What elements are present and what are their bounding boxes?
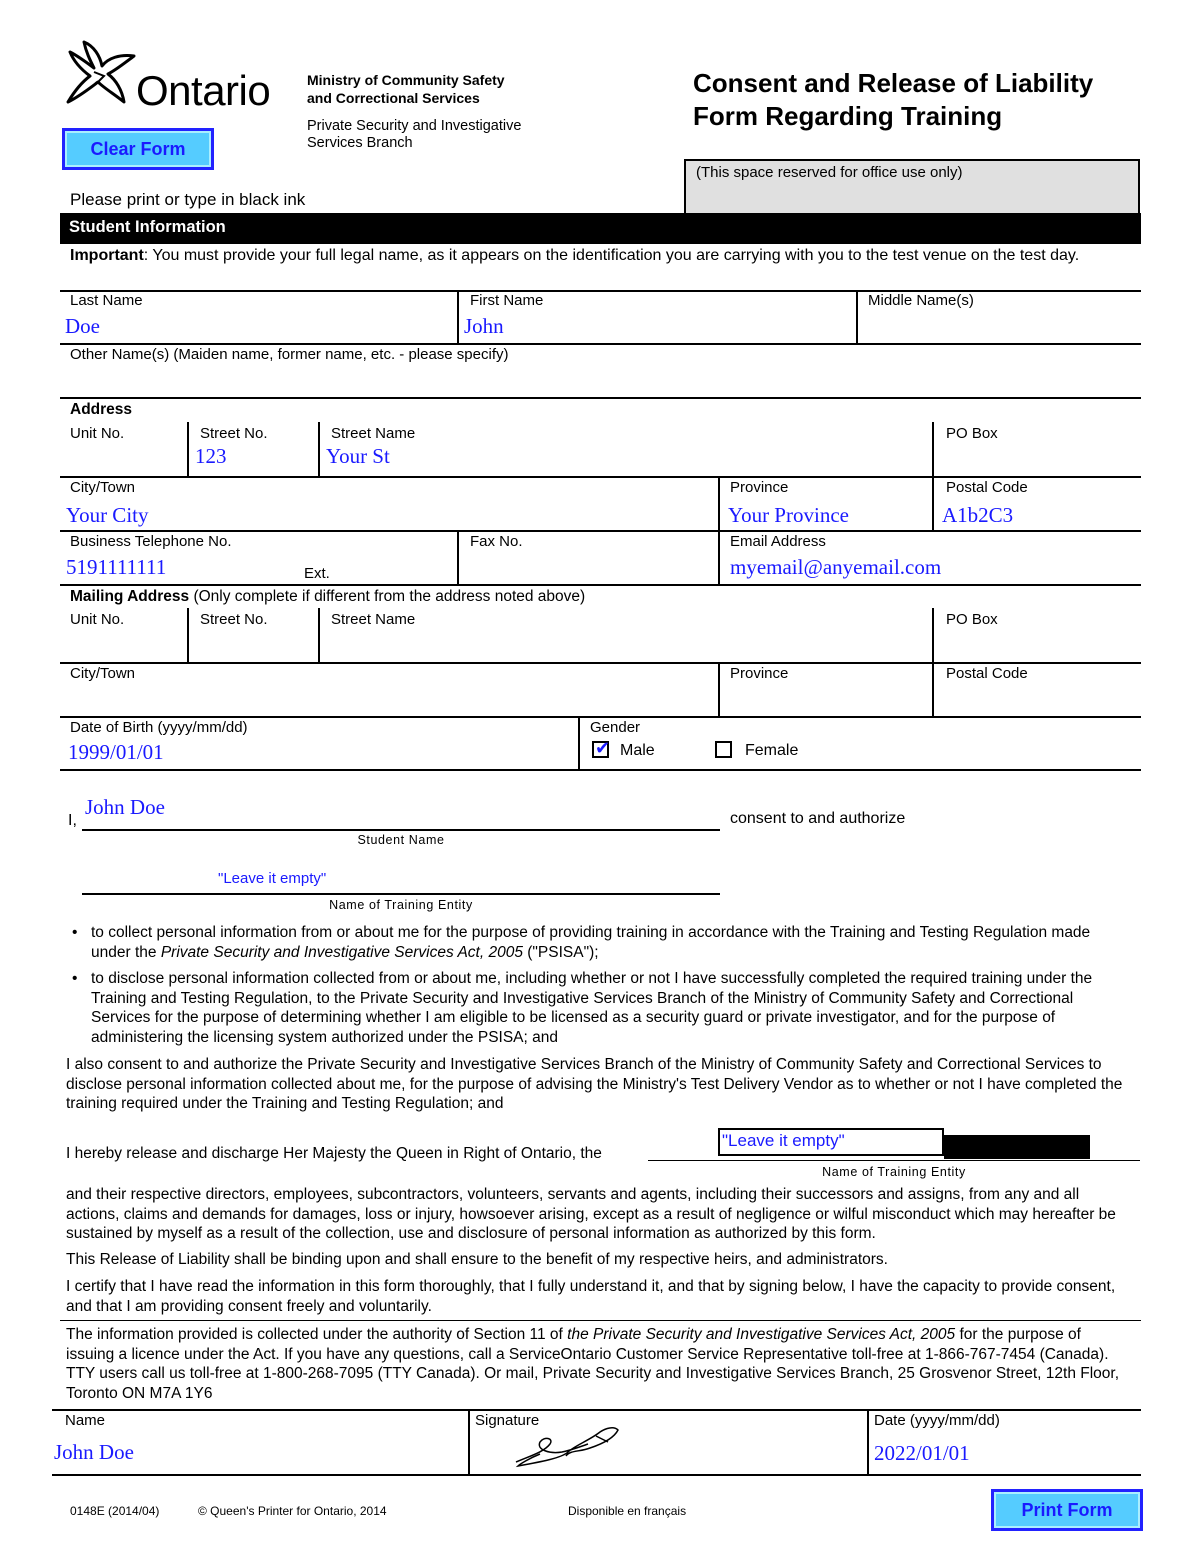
signature-label: Signature — [475, 1412, 540, 1429]
mailing-street-no-field[interactable] — [195, 632, 310, 658]
first-name-label: First Name — [470, 292, 544, 309]
mailing-street-name-label: Street Name — [331, 611, 416, 628]
release-entity-caption: Name of Training Entity — [822, 1165, 966, 1179]
sig-date-label: Date (yyyy/mm/dd) — [874, 1412, 1000, 1429]
mailing-unit-label: Unit No. — [70, 611, 125, 628]
mailing-street-no-label: Street No. — [200, 611, 268, 628]
office-use-box — [684, 159, 1140, 213]
consent-bullets — [66, 923, 1131, 1054]
collection-notice: The information provided is collected under the authority of Section 11 of the Private Security and Investigative Services Act, 2005 for the purpose of issuing a licence under the Act. If you have any questions, call a ServiceOntario Customer Service Representative toll-free at 1-866-767-7454 (Canada). TTY users call us toll-free at 1-800-268-7095 (TTY Canada). Or mail, Private Security and Investigative Services Branch, 25 Grosvenor Street, 12th Floor, Toronto ON M7A 1Y6 — [66, 1326, 1120, 1402]
mailing-city-label: City/Town — [70, 665, 136, 682]
postal-field[interactable]: A1b2C3 — [942, 503, 1014, 527]
address-title: Address — [70, 401, 133, 418]
bullet-disclose: • to disclose personal information collected from or about me, including whether or not I have successfully completed the required training under the Training and Testing Regulation, to the Private Security and Investigative Services Branch of the Ministry of Community Safety and Correctional Services for the purpose of determining whether I am eligible to be licensed as a security guard or private investigator, and for the purpose of administering the licensing system authorized under the PSISA; and — [66, 969, 1131, 1047]
signature-icon — [510, 1422, 630, 1472]
sig-name-label: Name — [65, 1412, 106, 1429]
city-field[interactable]: Your City — [66, 503, 149, 527]
form-number: 0148E (2014/04) — [70, 1504, 160, 1518]
release-entity-field[interactable]: "Leave it empty" — [718, 1128, 944, 1156]
i-label: I, — [68, 812, 77, 829]
other-names-field[interactable] — [70, 368, 1130, 394]
email-field[interactable]: myemail@anyemail.com — [730, 555, 942, 579]
form-title: Consent and Release of Liability Form Regarding Training — [693, 68, 1094, 131]
mailing-po-box-label: PO Box — [946, 611, 998, 628]
fax-label: Fax No. — [470, 533, 523, 550]
sig-date-field[interactable]: 2022/01/01 — [874, 1441, 970, 1465]
redacted-block — [944, 1135, 1090, 1159]
postal-label: Postal Code — [946, 479, 1028, 496]
student-name-caption: Student Name — [357, 833, 445, 847]
mailing-po-box-field[interactable] — [942, 632, 1132, 658]
ext-label: Ext. — [304, 565, 330, 582]
po-box-label: PO Box — [946, 425, 998, 442]
directors-paragraph: and their respective directors, employees, subcontractors, volunteers, servants and agents, including their successors and assigns, from any and all actions, claims and demands for damages, loss or injury, howsoever arising, except as a result of negligence or wilful misconduct which may hereafter be sustained by myself as a result of the collection, use and disclosure of personal information as authorized by this form. — [66, 1186, 1116, 1242]
branch-name: Private Security and Investigative Services Branch — [307, 118, 522, 151]
street-no-field[interactable]: 123 — [195, 444, 227, 468]
city-label: City/Town — [70, 479, 136, 496]
province-label: Province — [730, 479, 789, 496]
mailing-unit-field[interactable] — [66, 632, 181, 658]
office-use-label: (This space reserved for office use only) — [696, 164, 963, 181]
street-no-label: Street No. — [200, 425, 268, 442]
student-name-field[interactable]: John Doe — [85, 795, 165, 819]
phone-field[interactable]: 5191111111 — [66, 555, 167, 579]
checkmark-icon: ✔ — [595, 738, 611, 758]
middle-name-field[interactable] — [866, 314, 1136, 340]
french-availability: Disponible en français — [568, 1504, 687, 1518]
last-name-label: Last Name — [70, 292, 143, 309]
print-form-button[interactable]: Print Form — [991, 1489, 1143, 1531]
student-info-bar — [60, 213, 1141, 244]
po-box-field[interactable] — [942, 444, 1132, 470]
male-checkbox[interactable] — [592, 738, 611, 758]
consent-text: consent to and authorize — [730, 810, 906, 827]
trillium-icon — [64, 36, 142, 112]
mailing-city-field[interactable] — [66, 686, 706, 712]
release-text: I hereby release and discharge Her Majesty the Queen in Right of Ontario, the — [66, 1145, 602, 1162]
female-label: Female — [745, 742, 799, 759]
fax-field[interactable] — [466, 555, 711, 581]
ontario-wordmark: Ontario — [136, 67, 271, 114]
dob-label: Date of Birth (yyyy/mm/dd) — [70, 719, 248, 736]
mailing-title: Mailing Address (Only complete if different from the address noted above) — [70, 588, 586, 605]
training-entity-field[interactable]: "Leave it empty" — [218, 870, 327, 887]
dob-field[interactable]: 1999/01/01 — [68, 740, 164, 764]
street-name-field[interactable]: Your St — [326, 444, 390, 468]
section-title-student: Student Information — [69, 218, 226, 236]
gender-label: Gender — [590, 719, 641, 736]
phone-label: Business Telephone No. — [70, 533, 232, 550]
mailing-postal-label: Postal Code — [946, 665, 1028, 682]
print-instruction: Please print or type in black ink — [70, 190, 306, 209]
copyright: © Queen's Printer for Ontario, 2014 — [198, 1504, 387, 1518]
middle-name-label: Middle Name(s) — [868, 292, 974, 309]
ministry-name: Ministry of Community Safety and Correctional Services — [307, 72, 505, 106]
street-name-label: Street Name — [331, 425, 416, 442]
mailing-province-label: Province — [730, 665, 789, 682]
other-names-label: Other Name(s) (Maiden name, former name, etc. - please specify) — [70, 346, 509, 363]
important-note: Important: You must provide your full legal name, as it appears on the identification you are carrying with you to the test venue on the test day. — [70, 247, 1080, 264]
mailing-province-field[interactable] — [726, 686, 926, 712]
clear-form-button[interactable]: Clear Form — [62, 128, 214, 170]
unit-field[interactable] — [68, 444, 178, 470]
first-name-field[interactable]: John — [464, 314, 504, 338]
province-field[interactable]: Your Province — [728, 503, 849, 527]
training-entity-caption: Name of Training Entity — [329, 898, 473, 912]
email-label: Email Address — [730, 533, 826, 550]
unit-label: Unit No. — [70, 425, 125, 442]
mailing-postal-field[interactable] — [942, 686, 1132, 712]
ontario-logo — [64, 36, 284, 116]
bullet-collect: • to collect personal information from or about me for the purpose of providing training in accordance with the Training and Testing Regulation made under the Private Security and Investigative Services Act, 2005 ("PSISA"); — [66, 923, 1131, 962]
also-consent-paragraph: I also consent to and authorize the Private Security and Investigative Services Branch of the Ministry of Community Safety and Correctional Services to disclose personal information collected about me, for the purpose of advising the Ministry's Test Delivery Vendor as to whether or not I have completed the training required under the Training and Testing Regulation; and — [66, 1056, 1123, 1112]
female-checkbox[interactable] — [715, 741, 732, 758]
certify-paragraph: I certify that I have read the information in this form thoroughly, that I fully understand it, and that by signing below, I have the capacity to provide consent, and that I am providing consent freely and voluntarily. — [66, 1278, 1116, 1315]
last-name-field[interactable]: Doe — [65, 314, 100, 338]
binding-paragraph: This Release of Liability shall be binding upon and shall ensure to the benefit of my respective heirs, and administrators. — [66, 1251, 888, 1268]
mailing-street-name-field[interactable] — [326, 632, 926, 658]
sig-name-field[interactable]: John Doe — [54, 1440, 134, 1464]
male-label: Male — [620, 742, 655, 759]
